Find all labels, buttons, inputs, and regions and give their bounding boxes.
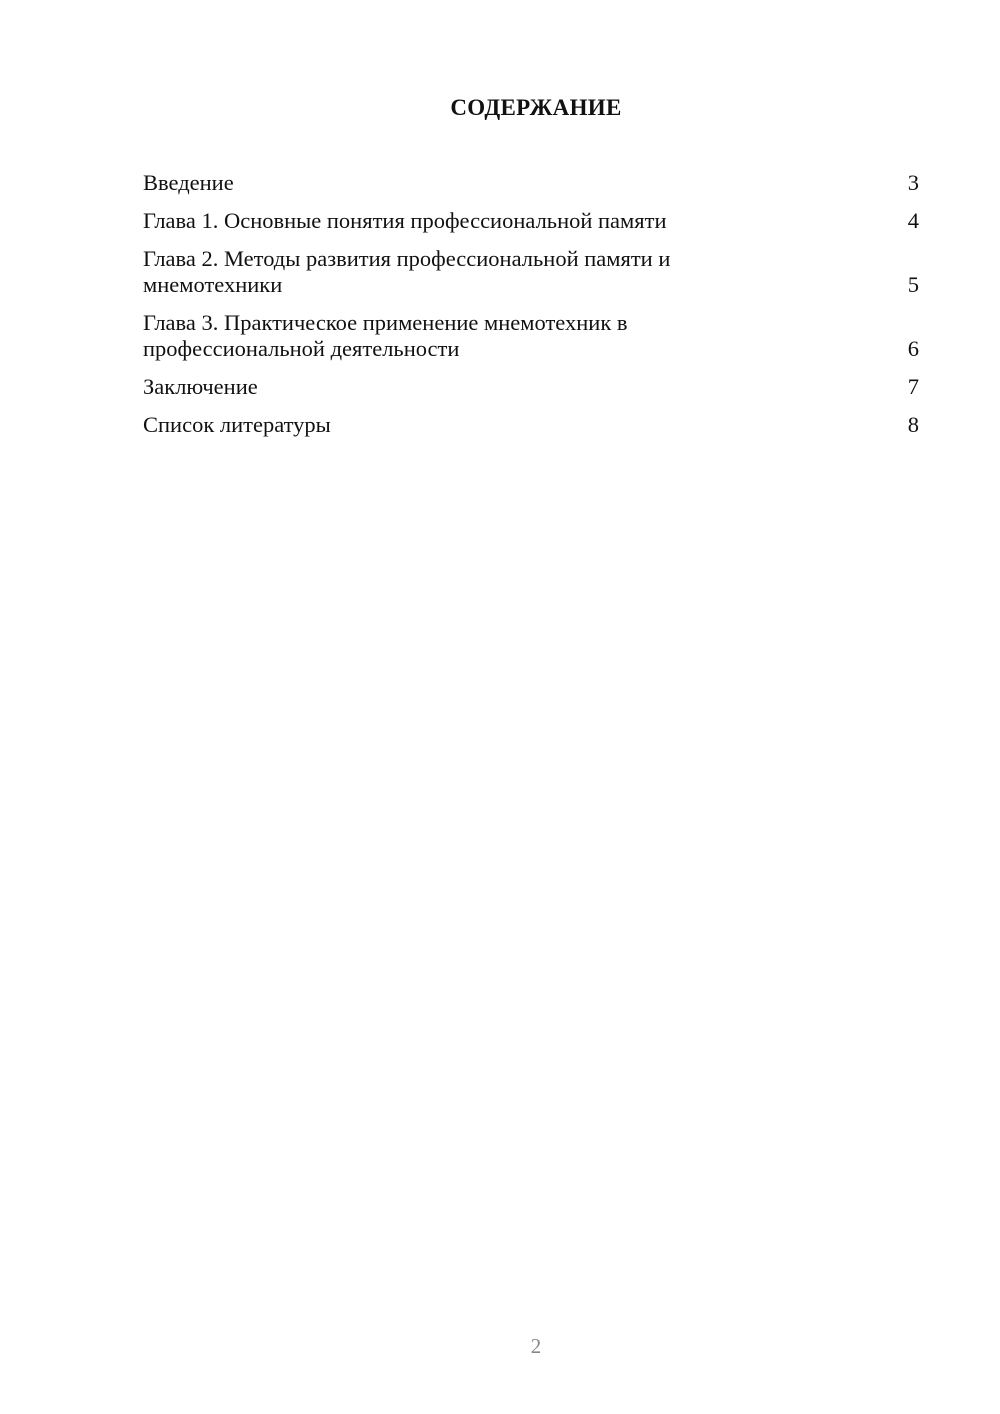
toc-entry-references[interactable] xyxy=(143,412,919,438)
toc-entry-conclusion[interactable] xyxy=(143,374,919,400)
toc-entry-page: 4 xyxy=(907,208,919,233)
toc-entry-label: Глава 3. Практическое применение мнемотехник в профессиональной деятельности xyxy=(143,310,628,361)
toc-entry-page: 5 xyxy=(907,272,919,297)
page-title: СОДЕРЖАНИЕ xyxy=(450,95,622,120)
toc-entry-page: 3 xyxy=(907,170,919,195)
toc-entry-page: 8 xyxy=(907,412,919,437)
table-of-contents xyxy=(143,170,919,450)
page-number: 2 xyxy=(530,1334,542,1358)
toc-entry-page: 7 xyxy=(907,374,919,399)
toc-entry-label: Глава 1. Основные понятия профессиональной памяти xyxy=(143,208,667,233)
toc-entry-label: Заключение xyxy=(143,374,258,399)
toc-entry-introduction[interactable] xyxy=(143,170,919,196)
toc-entry-chapter-1[interactable] xyxy=(143,208,919,234)
toc-entry-label: Список литературы xyxy=(143,412,331,437)
toc-entry-label: Глава 2. Методы развития профессиональной памяти и мнемотехники xyxy=(143,246,671,297)
toc-entry-label: Введение xyxy=(143,170,234,195)
toc-entry-chapter-2[interactable] xyxy=(143,246,919,298)
toc-entry-chapter-3[interactable] xyxy=(143,310,919,362)
toc-entry-page: 6 xyxy=(907,336,919,361)
